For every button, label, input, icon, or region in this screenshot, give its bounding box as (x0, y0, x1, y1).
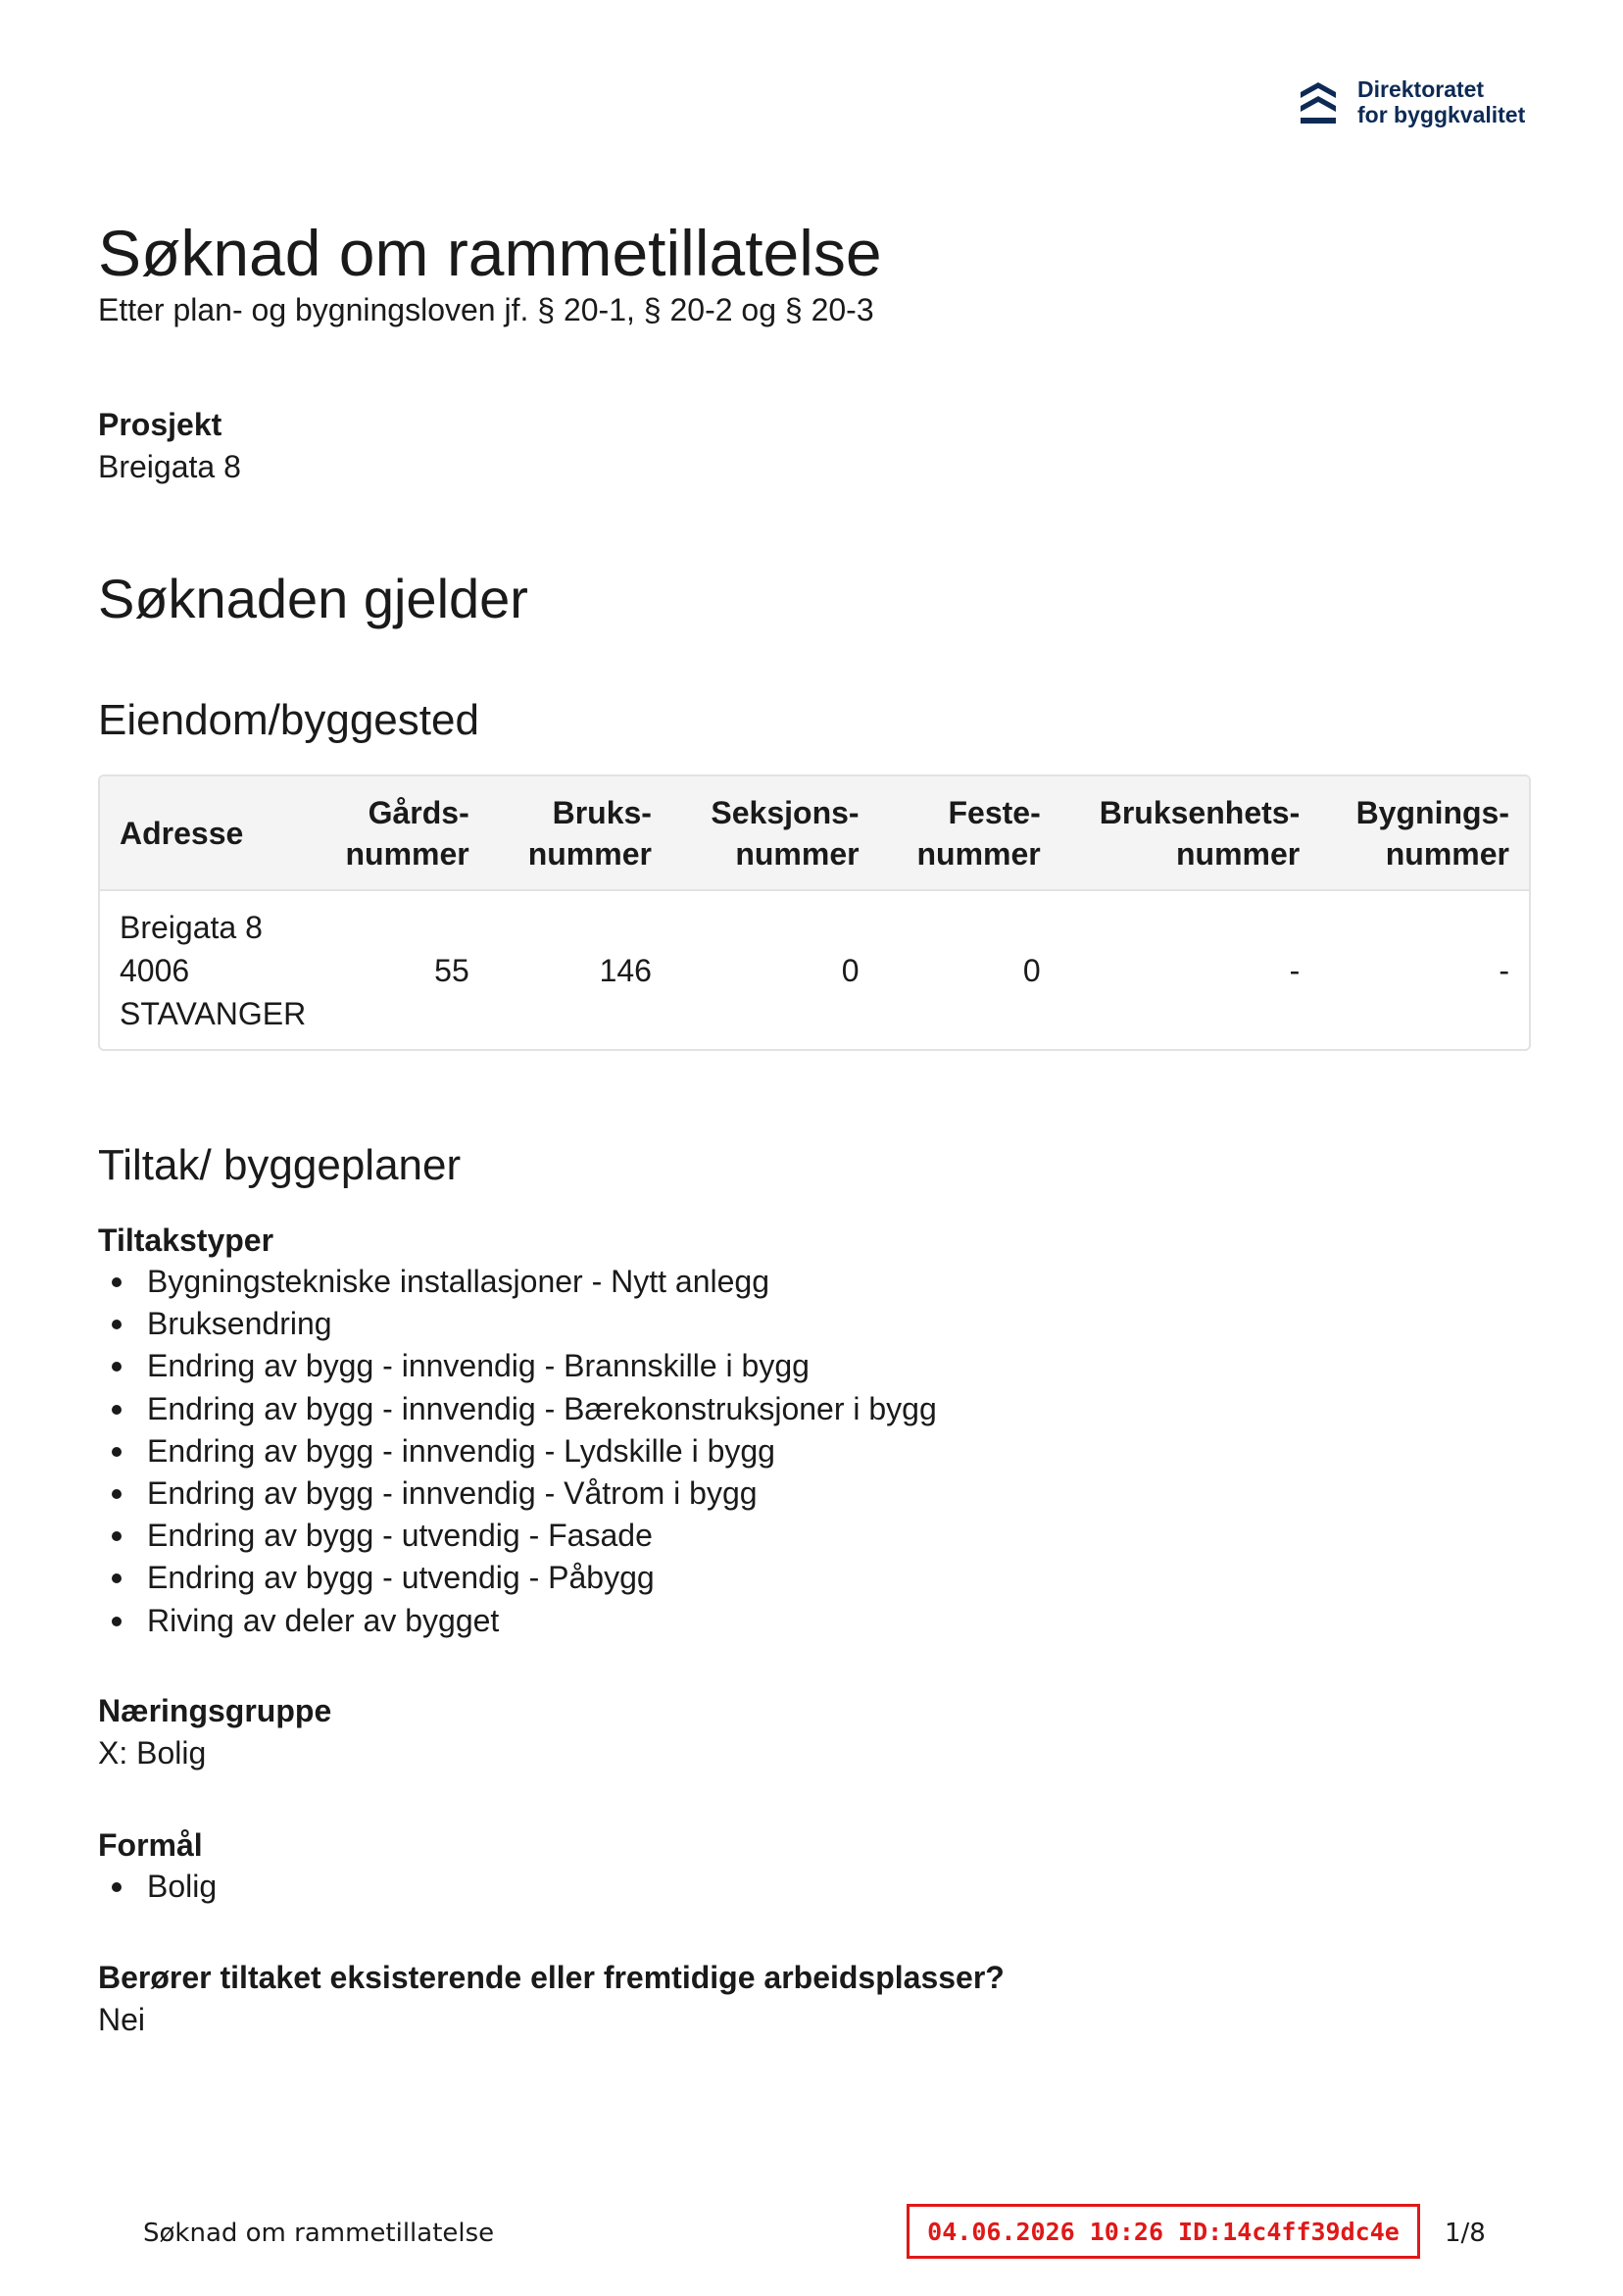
table-header-row (100, 776, 1529, 890)
naeringsgruppe-section (98, 1690, 331, 1774)
column-header-bygningsnummer: Bygnings- nummer (1355, 794, 1509, 872)
project-value: Breigata 8 (98, 449, 241, 484)
tiltakstyper-label: Tiltakstyper (98, 1223, 274, 1258)
tiltakstyper-section (98, 1220, 937, 1642)
list-item: Riving av deler av bygget (98, 1600, 937, 1642)
footer-page-number: 1/8 (1445, 2219, 1486, 2248)
column-header-bruksnummer: Bruks- nummer (527, 794, 652, 872)
project-label: Prosjekt (98, 407, 222, 442)
property-table-container (98, 774, 1531, 1051)
list-item: Endring av bygg - utvendig - Fasade (98, 1515, 937, 1557)
property-heading: Eiendom/byggested (98, 696, 479, 744)
tiltak-heading: Tiltak/ byggeplaner (98, 1141, 462, 1189)
naeringsgruppe-value: X: Bolig (98, 1735, 207, 1771)
list-item: Bygningstekniske installasjoner - Nytt anlegg (98, 1261, 937, 1303)
tiltakstyper-list (98, 1261, 937, 1642)
list-item: Endring av bygg - utvendig - Påbygg (98, 1557, 937, 1599)
dibk-logo (1299, 76, 1525, 127)
logo-line-2: for byggkvalitet (1357, 102, 1526, 127)
list-item: Bruksendring (98, 1303, 937, 1345)
cell-adresse: Breigata 8 4006 STAVANGER (120, 909, 307, 1031)
arbeidsplasser-section (98, 1957, 1005, 2041)
formal-section (98, 1824, 217, 1908)
cell-bygningsnummer: - (1499, 952, 1509, 988)
list-item: Endring av bygg - innvendig - Våtrom i bygg (98, 1472, 937, 1515)
formal-list (98, 1866, 217, 1908)
arbeidsplasser-value: Nei (98, 2002, 146, 2037)
cell-gardsnummer: 55 (434, 952, 469, 988)
footer-doc-name: Søknad om rammetillatelse (143, 2219, 495, 2248)
logo-text (1357, 76, 1525, 127)
table-row (100, 890, 1529, 1049)
cell-bruksnummer: 146 (599, 952, 652, 988)
column-header-gardsnummer: Gårds- nummer (345, 794, 469, 872)
footer-timestamp-stamp (907, 2204, 1420, 2259)
naeringsgruppe-label: Næringsgruppe (98, 1693, 332, 1728)
logo-line-1: Direktoratet (1357, 76, 1485, 102)
cell-festenummer: 0 (1022, 952, 1041, 988)
dibk-logo-icon (1299, 78, 1338, 125)
project-section (98, 404, 241, 488)
column-header-adresse: Adresse (120, 815, 244, 851)
section-heading: Søknaden gjelder (98, 568, 528, 629)
document-title: Søknad om rammetillatelse (98, 217, 882, 289)
arbeidsplasser-label: Berører tiltaket eksisterende eller fremtidige arbeidsplasser? (98, 1960, 1005, 1995)
list-item: Endring av bygg - innvendig - Brannskille i bygg (98, 1345, 937, 1387)
cell-seksjonsnummer: 0 (841, 952, 860, 988)
stamp-text: 04.06.2026 10:26 ID:14c4ff39dc4e (927, 2217, 1400, 2246)
column-header-festenummer: Feste- nummer (916, 794, 1041, 872)
column-header-seksjonsnummer: Seksjons- nummer (711, 794, 860, 872)
property-table (100, 776, 1529, 1049)
document-subtitle: Etter plan- og bygningsloven jf. § 20-1, § 20-2 og § 20-3 (98, 292, 874, 327)
list-item: Endring av bygg - innvendig - Lydskille i bygg (98, 1430, 937, 1472)
list-item: Bolig (98, 1866, 217, 1908)
cell-bruksenhetsnummer: - (1289, 952, 1301, 988)
list-item: Endring av bygg - innvendig - Bærekonstruksjoner i bygg (98, 1388, 937, 1430)
column-header-bruksenhetsnummer: Bruksenhets- nummer (1099, 794, 1301, 872)
formal-label: Formål (98, 1827, 203, 1863)
